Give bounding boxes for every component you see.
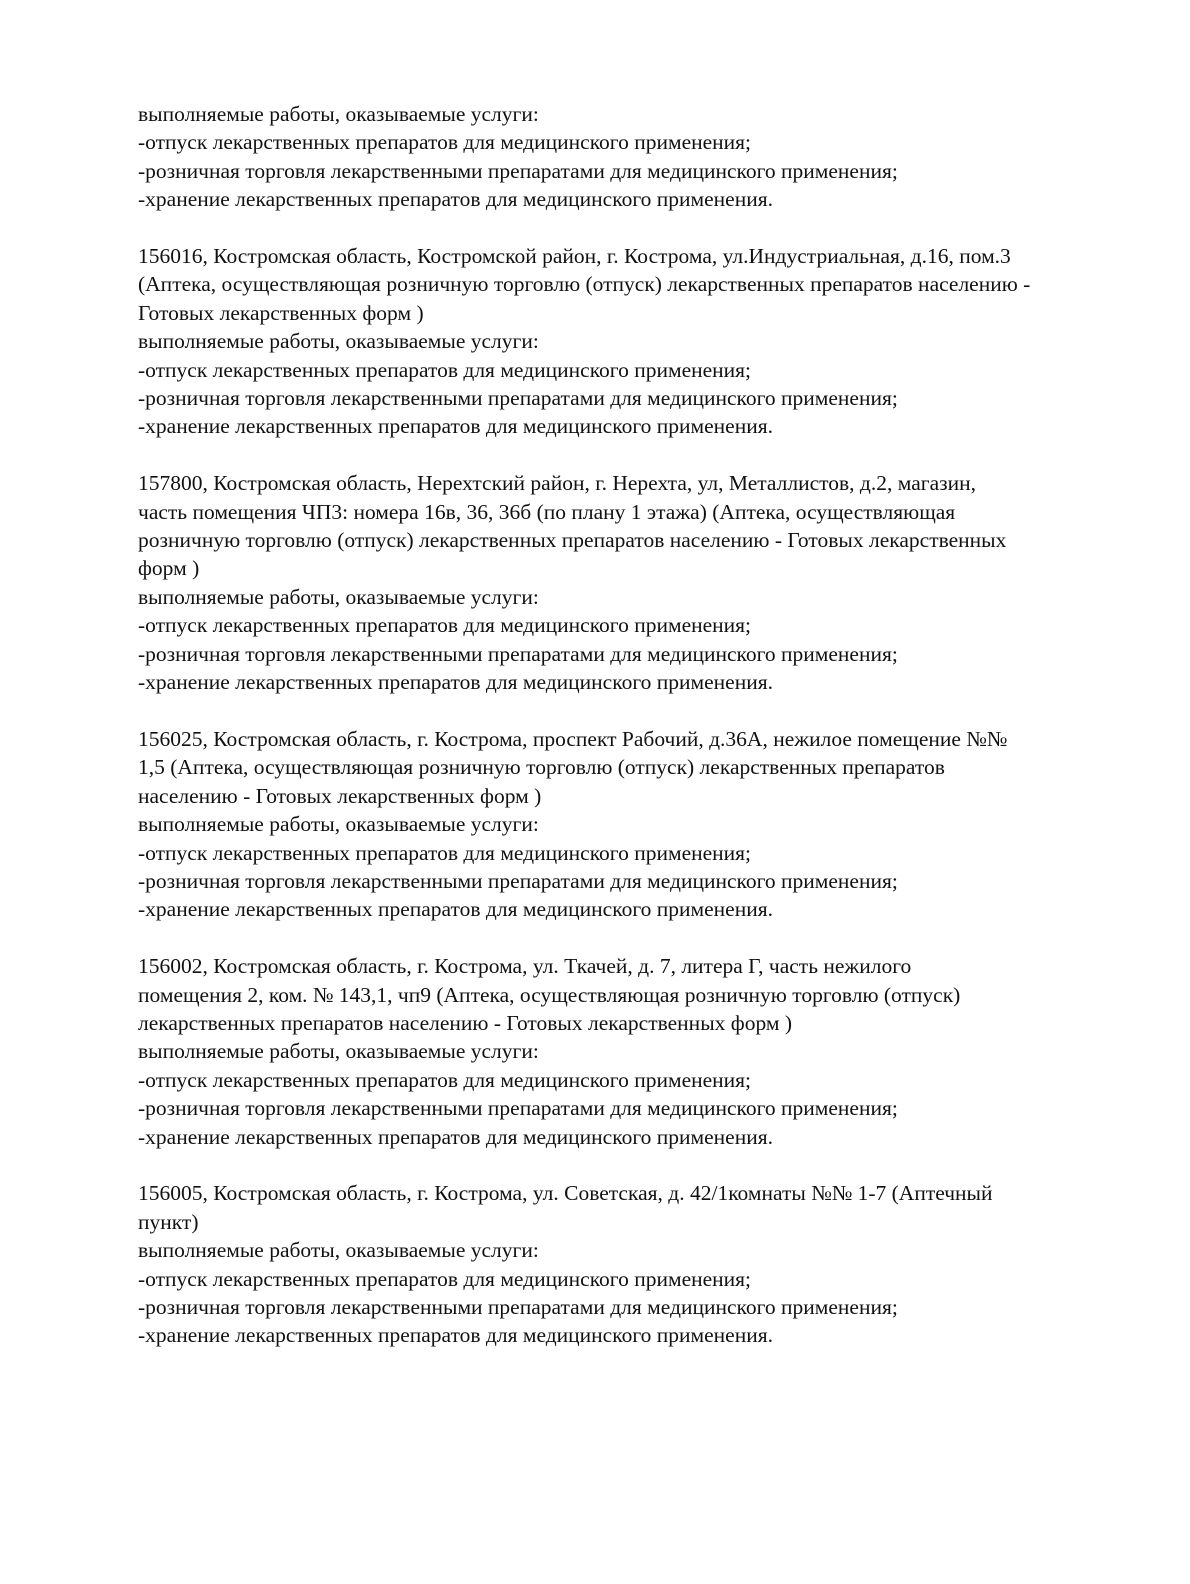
address-line: Готовых лекарственных форм ) <box>138 300 424 325</box>
service-item: -хранение лекарственных препаратов для медицинского применения. <box>138 1323 773 1348</box>
entry-continuation <box>138 100 1128 214</box>
works-label: выполняемые работы, оказываемые услуги: <box>138 329 539 354</box>
service-item: -отпуск лекарственных препаратов для медицинского применения; <box>138 1266 752 1291</box>
service-item: -розничная торговля лекарственными препаратами для медицинского применения; <box>138 1096 898 1121</box>
service-item: -отпуск лекарственных препаратов для медицинского применения; <box>138 840 752 865</box>
pharmacy-entry <box>138 725 1128 924</box>
address-line: населению - Готовых лекарственных форм ) <box>138 783 542 808</box>
service-item: -хранение лекарственных препаратов для медицинского применения. <box>138 897 773 922</box>
address-line: лекарственных препаратов населению - Готовых лекарственных форм ) <box>138 1010 793 1035</box>
service-item: -отпуск лекарственных препаратов для медицинского применения; <box>138 613 752 638</box>
pharmacy-entry <box>138 469 1128 696</box>
works-label: выполняемые работы, оказываемые услуги: <box>138 1238 539 1263</box>
service-item: -хранение лекарственных препаратов для медицинского применения. <box>138 414 773 439</box>
address-line: 1,5 (Аптека, осуществляющая розничную торговлю (отпуск) лекарственных препаратов <box>138 755 945 780</box>
works-label: выполняемые работы, оказываемые услуги: <box>138 584 539 609</box>
works-label: выполняемые работы, оказываемые услуги: <box>138 102 539 126</box>
service-item: -розничная торговля лекарственными препаратами для медицинского применения; <box>138 386 898 411</box>
address-line: 156002, Костромская область, г. Кострома, ул. Ткачей, д. 7, литера Г, часть нежилого <box>138 954 912 979</box>
address-line: 156016, Костромская область, Костромской район, г. Кострома, ул.Индустриальная, д.16, пом.3 <box>138 244 1011 269</box>
works-label: выполняемые работы, оказываемые услуги: <box>138 812 539 837</box>
service-item: -отпуск лекарственных препаратов для медицинского применения; <box>138 1067 752 1092</box>
address-line: форм ) <box>138 556 200 581</box>
pharmacy-entry <box>138 952 1128 1151</box>
address-line: 156025, Костромская область, г. Кострома, проспект Рабочий, д.36А, нежилое помещение №№ <box>138 726 1008 751</box>
service-item: -хранение лекарственных препаратов для медицинского применения. <box>138 187 773 212</box>
service-item: -розничная торговля лекарственными препаратами для медицинского применения; <box>138 1294 898 1319</box>
pharmacy-entry <box>138 242 1128 441</box>
service-item: -хранение лекарственных препаратов для медицинского применения. <box>138 1124 773 1149</box>
address-line: (Аптека, осуществляющая розничную торговлю (отпуск) лекарственных препаратов населению - <box>138 272 1031 297</box>
service-item: -розничная торговля лекарственными препаратами для медицинского применения; <box>138 868 898 893</box>
service-item: -хранение лекарственных препаратов для медицинского применения. <box>138 670 773 695</box>
works-label: выполняемые работы, оказываемые услуги: <box>138 1039 539 1064</box>
address-line: 157800, Костромская область, Нерехтский район, г. Нерехта, ул, Металлистов, д.2, магазин, <box>138 471 976 496</box>
address-line: 156005, Костромская область, г. Кострома, ул. Советская, д. 42/1комнаты №№ 1-7 (Аптечный <box>138 1181 993 1206</box>
pharmacy-entry <box>138 1179 1128 1349</box>
address-line: розничную торговлю (отпуск) лекарственных препаратов населению - Готовых лекарственных <box>138 528 1007 553</box>
service-item: -отпуск лекарственных препаратов для медицинского применения; <box>138 357 752 382</box>
address-line: часть помещения ЧП3: номера 16в, 36, 36б (по плану 1 этажа) (Аптека, осуществляющая <box>138 499 956 524</box>
document-body <box>138 100 1128 1350</box>
service-item: -розничная торговля лекарственными препаратами для медицинского применения; <box>138 641 898 666</box>
service-item: -розничная торговля лекарственными препаратами для медицинского применения; <box>138 158 898 183</box>
address-line: помещения 2, ком. № 143,1, чп9 (Аптека, осуществляющая розничную торговлю (отпуск) <box>138 982 961 1007</box>
service-item: -отпуск лекарственных препаратов для медицинского применения; <box>138 130 752 155</box>
address-line: пункт) <box>138 1209 199 1234</box>
